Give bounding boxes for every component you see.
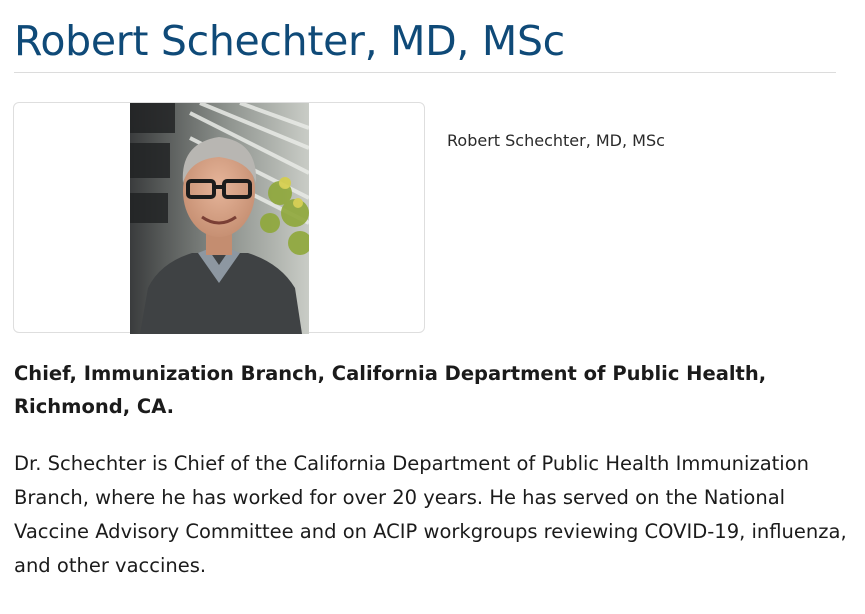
page-title: Robert Schechter, MD, MSc <box>14 17 565 65</box>
photo-caption: Robert Schechter, MD, MSc <box>447 131 665 150</box>
biography: Dr. Schechter is Chief of the California Department of Public Health Immunization Branch, where he has worked for over 20 years. He has served on the National Vaccine Advisory Committee and on ACIP workgroups reviewing COVID-19, influenza, and other vaccines. <box>14 452 847 577</box>
title-divider <box>14 72 836 73</box>
job-title: Chief, Immunization Branch, California Department of Public Health, Richmond, CA. <box>14 362 767 418</box>
profile-photo <box>130 103 309 334</box>
